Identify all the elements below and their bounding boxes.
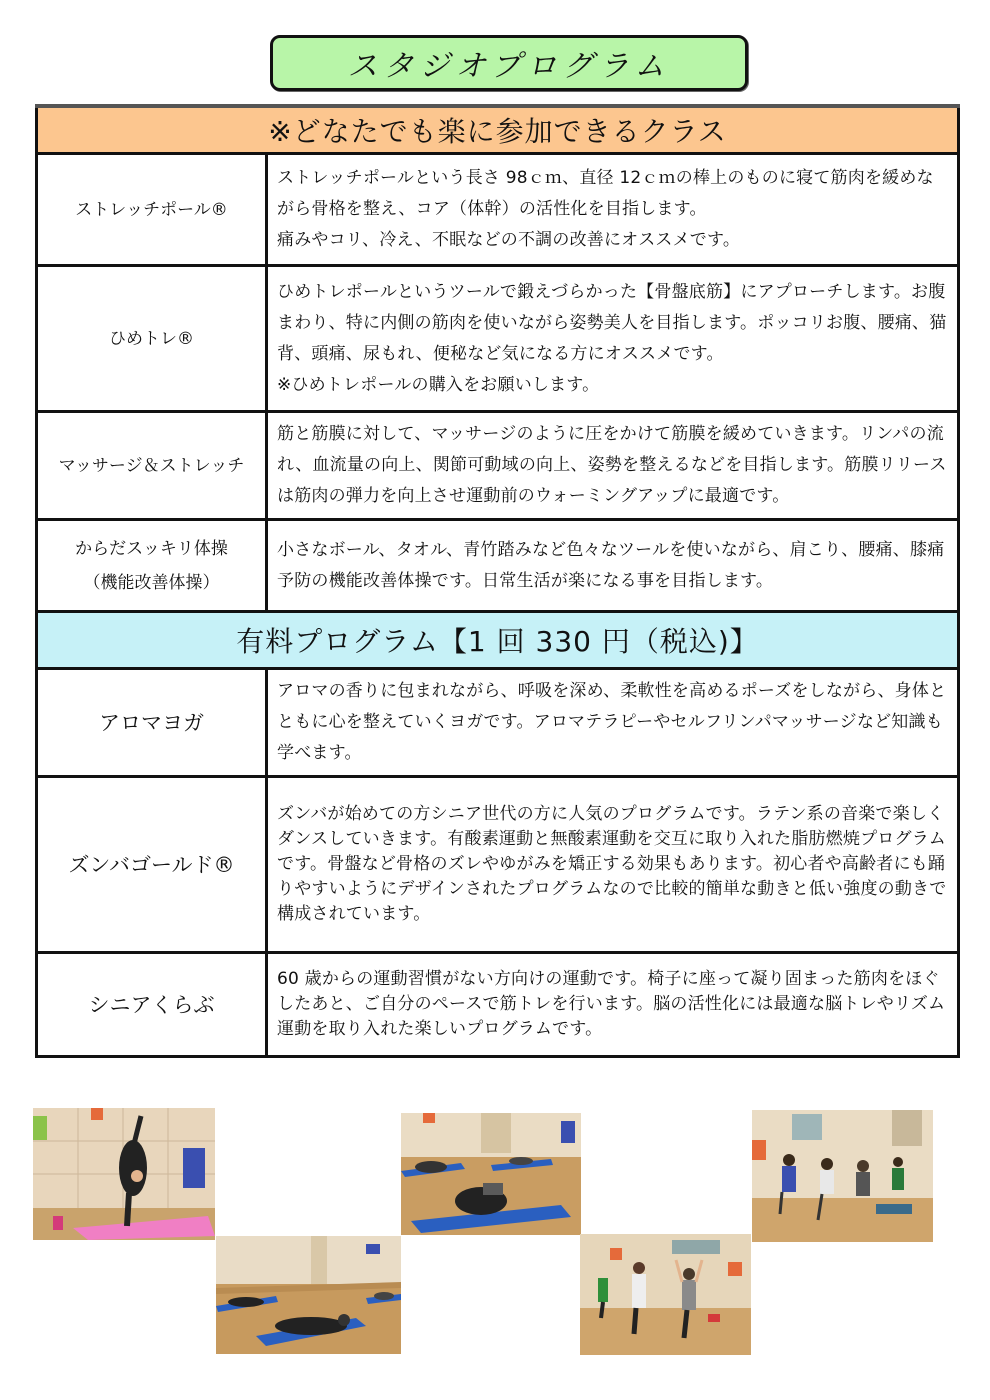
class-row-zumba-gold [37, 777, 959, 953]
free-section-heading: ※どなたでも楽に参加できるクラス [37, 106, 959, 154]
class-name: シニアくらぶ [37, 953, 267, 1057]
senior-club-photo [752, 1110, 933, 1242]
floor-exercise-photo [216, 1236, 401, 1354]
class-row-karada-sukkiri [37, 520, 959, 612]
class-description [267, 266, 959, 412]
class-row-senior-club [37, 953, 959, 1057]
yoga-photo [33, 1108, 215, 1240]
class-name [37, 520, 267, 612]
class-name: マッサージ＆ストレッチ [37, 412, 267, 520]
class-name: ひめトレ® [37, 266, 267, 412]
class-row-aroma-yoga [37, 669, 959, 777]
class-description [267, 953, 959, 1057]
description-line: 痛みやコリ、冷え、不眠などの不調の改善にオススメです。 [277, 230, 741, 250]
description-line: ひめトレポールというツールで鍛えづらかった【骨盤底筋】にアプローチします。お腹まわり、特に内側の筋肉を使いながら姿勢美人を目指します。ポッコリお腹、腰痛、猫背、頭痛、尿もれ、便秘など気になる方にオススメです。 [277, 281, 947, 364]
description-line: ※ひめトレポールの購入をお願いします。 [277, 374, 600, 395]
page-title: スタジオプログラム [270, 35, 748, 91]
class-name: アロマヨガ [37, 669, 267, 777]
description-line: 筋と筋膜に対して、マッサージのように圧をかけて筋膜を緩めていきます。リンパの流れ、血流量の向上、関節可動域の向上、姿勢を整えるなどを目指します。筋膜リリースは筋肉の弾力を向上させ運動前のウォーミングアップに最適です。 [277, 424, 947, 506]
class-description [267, 412, 959, 520]
program-table [35, 104, 960, 1058]
stretch-pole-photo [401, 1113, 581, 1235]
class-name-sub: （機能改善体操） [83, 572, 220, 593]
zumba-class-photo [580, 1234, 751, 1355]
class-row-massage-stretch [37, 412, 959, 520]
description-line: アロマの香りに包まれながら、呼吸を深め、柔軟性を高めるポーズをしながら、身体とともに心を整えていくヨガです。アロマテラピーやセルフリンパマッサージなど知識も学べます。 [277, 681, 947, 763]
paid-section-heading: 有料プログラム【1 回 330 円（税込)】 [37, 612, 959, 669]
class-name: ストレッチポール® [37, 154, 267, 266]
class-row-himetore [37, 266, 959, 412]
description-line: ストレッチポールという長さ 98ｃｍ、直径 12ｃｍの棒上のものに寝て筋肉を緩めながら骨格を整え、コア（体幹）の活性化を目指します。 [277, 168, 934, 219]
class-row-stretch-pole [37, 154, 959, 266]
class-description [267, 777, 959, 953]
class-description [267, 520, 959, 612]
class-description [267, 669, 959, 777]
description-line: ズンバが始めての方シニア世代の方に人気のプログラムです。ラテン系の音楽で楽しくダンスしていきます。有酸素運動と無酸素運動を交互に取り入れた脂肪燃焼プログラムです。骨盤など骨格のズレやゆがみを矯正する効果もあります。初心者や高齢者にも踊りやすいようにデザインされたプログラムなので比較的簡単な動きと低い強度の動きで構成されています。 [277, 804, 947, 924]
description-line: 小さなボール、タオル、青竹踏みなど色々なツールを使いながら、肩こり、腰痛、膝痛予防の機能改善体操です。日常生活が楽になる事を目指します。 [277, 539, 945, 591]
class-name: ズンバゴールド® [37, 777, 267, 953]
class-description [267, 154, 959, 266]
class-name-main: からだスッキリ体操 [75, 538, 228, 559]
description-line: 60 歳からの運動習慣がない方向けの運動です。椅子に座って凝り固まった筋肉をほぐしたあと、ご自分のペースで筋トレを行います。脳の活性化には最適な脳トレやリズム運動を取り入れた楽しいプログラムです。 [277, 969, 946, 1039]
